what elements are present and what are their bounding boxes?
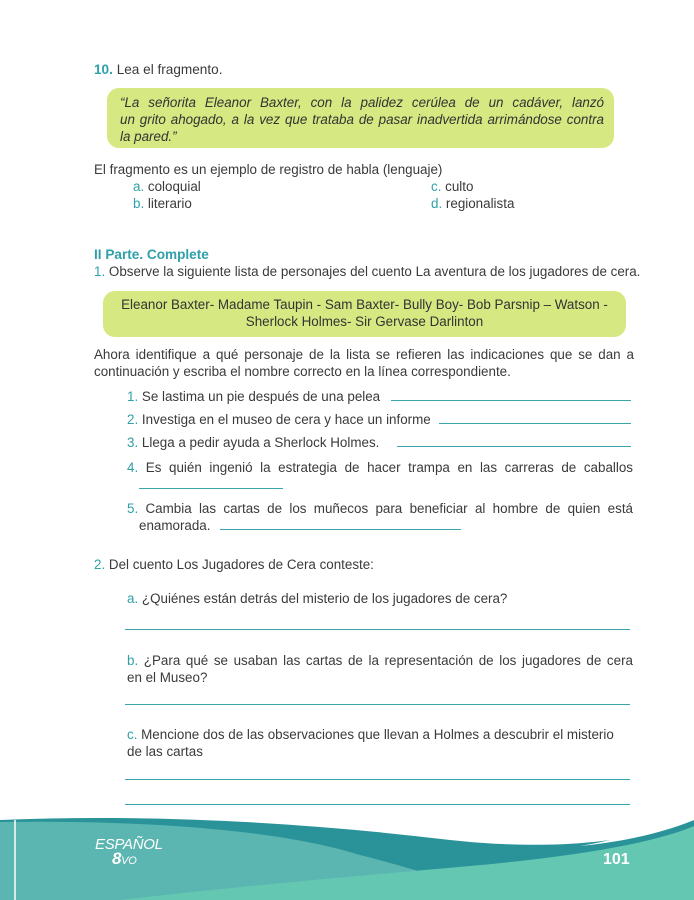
option-letter: b.	[133, 196, 145, 211]
sub-question-a	[127, 591, 507, 606]
sub-letter: a.	[127, 591, 139, 606]
brand-grade-number: 8	[112, 849, 122, 868]
clue-number: 2.	[127, 412, 139, 427]
sub-text: de las cartas	[127, 744, 203, 759]
question-stem: El fragmento es un ejemplo de registro de habla (lenguaje)	[94, 162, 443, 177]
clue-4	[127, 460, 633, 475]
answer-line-2[interactable]	[439, 423, 631, 424]
sub-question-b	[127, 652, 633, 686]
answer-line-b[interactable]	[125, 704, 630, 705]
page-number: 101	[603, 851, 630, 868]
sub-text: ¿Quiénes están detrás del misterio de los jugadores de cera?	[141, 591, 508, 606]
brand-title: ESPAÑOL	[95, 836, 163, 853]
item-text: Observe la siguiente lista de personajes del cuento La aventura de los jugadores de cera.	[108, 264, 641, 279]
answer-line-3[interactable]	[397, 446, 631, 447]
option-text: coloquial	[147, 179, 201, 194]
brand-logo	[95, 838, 163, 868]
brand-grade	[95, 849, 163, 868]
sub-letter: b.	[127, 653, 139, 668]
character-list-line: Sherlock Holmes- Sir Gervase Darlinton	[245, 314, 484, 329]
clue-number: 4.	[127, 460, 139, 475]
sub-text: Mencione dos de las observaciones que llevan a Holmes a descubrir el misterio	[141, 727, 614, 742]
question-title: Del cuento Los Jugadores de Cera conteste:	[108, 557, 374, 572]
item-number: 1.	[94, 264, 106, 279]
instruction-line: continuación y escriba el nombre correcto en la línea correspondiente.	[94, 364, 511, 379]
quote-line: un grito ahogado, a la vez que trataba de pasar inadvertida arrimándose contra	[120, 112, 604, 127]
clue-number: 5.	[127, 501, 139, 516]
answer-line-1[interactable]	[391, 400, 631, 401]
clue-2	[127, 412, 431, 427]
answer-line-c1[interactable]	[125, 779, 630, 780]
sub-text: en el Museo?	[127, 670, 208, 685]
instructions	[94, 346, 634, 380]
answer-line-5[interactable]	[220, 529, 461, 530]
brand-grade-suffix: VO	[121, 855, 137, 867]
question-number: 2.	[94, 557, 106, 572]
option-text: culto	[445, 179, 474, 194]
sub-question-c	[127, 726, 633, 760]
option-letter: c.	[431, 179, 442, 194]
character-list-box	[103, 291, 626, 337]
quote-line: la pared.”	[120, 129, 177, 144]
option-letter: a.	[133, 179, 145, 194]
option-letter: d.	[431, 196, 443, 211]
quote-box	[107, 88, 614, 148]
clue-3	[127, 435, 379, 450]
quote-line: “La señorita Eleanor Baxter, con la palidez cerúlea de un cadáver, lanzó	[120, 95, 604, 110]
sub-text: ¿Para qué se usaban las cartas de la representación de los jugadores de cera	[143, 653, 633, 668]
instruction-line: Ahora identifique a qué personaje de la lista se refieren las indicaciones que se dan a	[94, 347, 634, 362]
answer-line-4[interactable]	[139, 488, 283, 489]
option-a[interactable]	[133, 179, 201, 194]
clue-1	[127, 389, 380, 404]
option-text: regionalista	[445, 196, 515, 211]
question-10-heading	[94, 62, 222, 77]
answer-line-a[interactable]	[125, 629, 630, 630]
sub-letter: c.	[127, 727, 138, 742]
clue-text: Investiga en el museo de cera y hace un informe	[141, 412, 431, 427]
clue-text: enamorada.	[139, 518, 211, 533]
clue-text: Llega a pedir ayuda a Sherlock Holmes.	[141, 435, 380, 450]
part2-item-1	[94, 264, 640, 279]
clue-number: 3.	[127, 435, 139, 450]
question-2-heading	[94, 557, 374, 572]
option-text: literario	[147, 196, 192, 211]
section-title: II Parte. Complete	[94, 247, 209, 262]
character-list-line: Eleanor Baxter- Madame Taupin - Sam Baxter- Bully Boy- Bob Parsnip – Watson -	[121, 297, 608, 312]
clue-number: 1.	[127, 389, 139, 404]
clue-text: Cambia las cartas de los muñecos para beneficiar al hombre de quien está	[145, 501, 633, 516]
question-number: 10.	[94, 62, 113, 77]
option-c[interactable]	[431, 179, 473, 194]
clue-text: Se lastima un pie después de una pelea	[141, 389, 381, 404]
option-b[interactable]	[133, 196, 192, 211]
question-title: Lea el fragmento.	[116, 62, 223, 77]
clue-text: Es quién ingenió la estrategia de hacer trampa en las carreras de caballos	[145, 460, 633, 475]
option-d[interactable]	[431, 196, 514, 211]
